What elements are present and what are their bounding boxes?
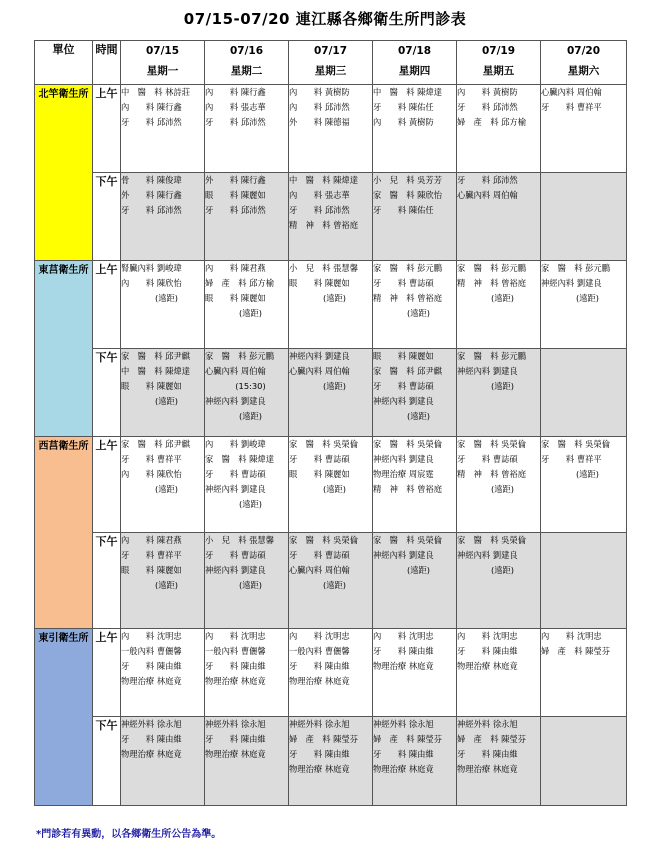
doctor-entry: 牙 料 陳由維	[121, 734, 182, 744]
doctor-entry: 內 料 陳欣怡	[121, 278, 182, 288]
section-pm-row	[35, 349, 627, 437]
doctor-entry: 牙 料 曹誌碩	[205, 550, 266, 560]
schedule-cell	[457, 629, 541, 717]
section-pm-row	[35, 173, 627, 261]
footer-note: *門診若有異動，以各鄉衛生所公告為準。	[36, 829, 222, 840]
doctor-entry: 神經外料 徐永旭	[121, 719, 182, 729]
doctor-entry: 中 醫 料 林詩莊	[121, 87, 191, 97]
schedule-cell	[121, 85, 205, 173]
doctor-entry: 眼 料 陳麗如	[289, 278, 350, 288]
doctor-entry: 家 醫 料 吳榮倫	[457, 439, 527, 449]
doctor-entry: 物理治療 林庭竟	[457, 661, 518, 671]
doctor-entry: 物理治療 林庭竟	[121, 676, 182, 686]
cell-note: (遠距)	[575, 293, 600, 303]
day-date: 07/19	[481, 45, 516, 57]
doctor-entry: 神經外料 徐永旭	[205, 719, 266, 729]
doctor-entry: 家 醫 料 彭元鵬	[457, 263, 527, 273]
doctor-entry: 內 料 邱沛然	[289, 102, 350, 112]
doctor-entry: 一般內料 曹儷馨	[205, 646, 266, 656]
schedule-cell	[457, 349, 541, 437]
doctor-entry: 精 神 料 曾裕庭	[373, 484, 443, 494]
cell-note: (遠距)	[322, 484, 347, 494]
cell-note: (遠距)	[406, 308, 431, 318]
cell-note: (遠距)	[322, 381, 347, 391]
doctor-entry: 家 醫 料 吳榮倫	[289, 535, 359, 545]
schedule-body	[35, 85, 627, 806]
doctor-entry: 家 醫 料 彭元鵬	[205, 351, 275, 361]
doctor-entry: 神經外料 徐永旭	[289, 719, 350, 729]
doctor-entry: 眼 料 陳麗如	[205, 190, 266, 200]
cell-note: (遠距)	[154, 396, 179, 406]
doctor-entry: 牙 料 邱沛然	[121, 117, 182, 127]
doctor-entry: 神經內料 劉建良	[373, 550, 434, 560]
doctor-entry: 神經內料 劉建良	[541, 278, 602, 288]
cell-note: (遠距)	[406, 565, 431, 575]
day-header	[457, 41, 541, 85]
schedule-cell	[373, 717, 457, 806]
doctor-entry: 牙 料 陳由維	[373, 646, 434, 656]
day-weekday: 星期五	[482, 65, 515, 77]
doctor-entry: 內 料 陳欣怡	[121, 469, 182, 479]
doctor-entry: 外 料 陳行鑫	[205, 175, 266, 185]
cell-note: (遠距)	[490, 381, 515, 391]
doctor-entry: 牙 料 陳由維	[205, 661, 266, 671]
cell-note: (遠距)	[406, 411, 431, 421]
doctor-entry: 家 醫 料 彭元鵬	[457, 351, 527, 361]
schedule-cell	[289, 85, 373, 173]
schedule-cell	[121, 261, 205, 349]
doctor-entry: 牙 料 陳由維	[457, 749, 518, 759]
schedule-cell	[541, 85, 627, 173]
doctor-entry: 神經內料 劉建良	[289, 351, 350, 361]
schedule-cell	[541, 173, 627, 261]
doctor-entry: 精 神 料 曾裕庭	[373, 293, 443, 303]
doctor-entry: 內 料 黃樹防	[289, 87, 350, 97]
doctor-entry: 腎臟內料 劉峻瑋	[121, 263, 182, 273]
schedule-cell	[457, 261, 541, 349]
day-date: 07/16	[229, 45, 264, 57]
doctor-entry: 心臟內料 周伯翰	[205, 366, 266, 376]
doctor-entry: 內 料 沈明忠	[289, 631, 350, 641]
doctor-entry: 家 醫 料 陳煒達	[205, 454, 275, 464]
doctor-entry: 心臟內料 周伯翰	[457, 190, 518, 200]
doctor-entry: 內 料 陳君燕	[205, 263, 266, 273]
doctor-entry: 神經內料 劉建良	[373, 396, 434, 406]
doctor-entry: 牙 料 曹祥平	[121, 550, 182, 560]
doctor-entry: 家 醫 料 吳榮倫	[457, 535, 527, 545]
doctor-entry: 中 醫 料 陳煒達	[121, 366, 191, 376]
doctor-entry: 外 料 陳行鑫	[121, 190, 182, 200]
schedule-cell	[121, 437, 205, 533]
schedule-cell	[457, 85, 541, 173]
schedule-cell	[373, 533, 457, 629]
cell-note: (遠距)	[238, 308, 263, 318]
schedule-cell	[121, 717, 205, 806]
schedule-cell	[121, 533, 205, 629]
doctor-entry: 婦 產 料 邱方榆	[457, 117, 527, 127]
doctor-entry: 牙 料 曹祥平	[541, 454, 602, 464]
schedule-cell	[289, 437, 373, 533]
day-header	[373, 41, 457, 85]
cell-note: (遠距)	[238, 499, 263, 509]
doctor-entry: 神經內料 劉建良	[205, 565, 266, 575]
doctor-entry: 家 醫 料 邱尹麒	[121, 351, 191, 361]
doctor-entry: 牙 料 陳由維	[373, 749, 434, 759]
day-weekday: 星期六	[567, 65, 600, 77]
schedule-cell	[541, 261, 627, 349]
section-pm-row	[35, 717, 627, 806]
section-am-row	[35, 629, 627, 717]
schedule-cell	[373, 349, 457, 437]
doctor-entry: 物理治療 林庭竟	[373, 764, 434, 774]
doctor-entry: 牙 料 曹祥平	[541, 102, 602, 112]
schedule-cell	[541, 437, 627, 533]
doctor-entry: 內 料 陳君燕	[121, 535, 182, 545]
cell-note: (遠距)	[238, 411, 263, 421]
doctor-entry: 家 醫 料 彭元鵬	[541, 263, 611, 273]
schedule-cell	[289, 533, 373, 629]
schedule-cell	[205, 629, 289, 717]
clinic-name: 西莒衛生所	[35, 437, 93, 629]
time-slot-label: 上午	[93, 629, 121, 717]
section-am-row	[35, 437, 627, 533]
day-weekday: 星期四	[398, 65, 431, 77]
doctor-entry: 內 料 沈明忠	[373, 631, 434, 641]
schedule-cell	[205, 349, 289, 437]
schedule-cell	[373, 173, 457, 261]
doctor-entry: 外 料 陳德福	[289, 117, 350, 127]
schedule-cell	[289, 717, 373, 806]
cell-note: (遠距)	[238, 580, 263, 590]
doctor-entry: 物理治療 林庭竟	[121, 749, 182, 759]
doctor-entry: 牙 料 陳由維	[289, 661, 350, 671]
doctor-entry: 家 醫 料 吳榮倫	[541, 439, 611, 449]
doctor-entry: 心臟內料 周伯翰	[289, 366, 350, 376]
doctor-entry: 內 料 黃樹防	[373, 117, 434, 127]
schedule-cell	[205, 173, 289, 261]
doctor-entry: 神經內料 劉建良	[373, 454, 434, 464]
doctor-entry: 內 料 張志華	[205, 102, 266, 112]
doctor-entry: 內 料 沈明忠	[121, 631, 182, 641]
doctor-entry: 家 醫 料 彭元鵬	[373, 263, 443, 273]
schedule-cell	[457, 173, 541, 261]
doctor-entry: 婦 產 料 邱方榆	[205, 278, 275, 288]
day-header	[205, 41, 289, 85]
time-slot-label: 下午	[93, 717, 121, 806]
day-header	[289, 41, 373, 85]
schedule-cell	[289, 173, 373, 261]
doctor-entry: 牙 料 曹誌碩	[373, 278, 434, 288]
doctor-entry: 神經內料 劉建良	[205, 396, 266, 406]
doctor-entry: 精 神 料 曾裕庭	[457, 278, 527, 288]
schedule-cell	[373, 261, 457, 349]
doctor-entry: 內 料 黃樹防	[457, 87, 518, 97]
doctor-entry: 中 醫 料 陳煒達	[373, 87, 443, 97]
doctor-entry: 眼 料 陳麗如	[373, 351, 434, 361]
doctor-entry: 小 兒 料 張慧馨	[289, 263, 359, 273]
doctor-entry: 眼 料 陳麗如	[205, 293, 266, 303]
doctor-entry: 牙 料 陳由維	[289, 749, 350, 759]
schedule-cell	[289, 261, 373, 349]
doctor-entry: 牙 料 邱沛然	[289, 205, 350, 215]
schedule-cell	[121, 349, 205, 437]
cell-note: (遠距)	[154, 293, 179, 303]
doctor-entry: 家 醫 料 邱尹麒	[121, 439, 191, 449]
schedule-cell	[373, 437, 457, 533]
doctor-entry: 心臟內料 周伯翰	[541, 87, 602, 97]
doctor-entry: 一般內料 曹儷馨	[289, 646, 350, 656]
schedule-cell	[541, 629, 627, 717]
doctor-entry: 牙 料 陳由維	[121, 661, 182, 671]
doctor-entry: 內 料 陳行鑫	[205, 87, 266, 97]
schedule-cell	[289, 349, 373, 437]
doctor-entry: 神經內料 劉建良	[457, 366, 518, 376]
schedule-cell	[541, 533, 627, 629]
doctor-entry: 物理治療 林庭竟	[289, 676, 350, 686]
doctor-entry: 婦 產 料 陳瑩芬	[373, 734, 443, 744]
doctor-entry: 物理治療 林庭竟	[457, 764, 518, 774]
doctor-entry: 內 料 劉峻瑋	[205, 439, 266, 449]
doctor-entry: 牙 料 邱沛然	[205, 205, 266, 215]
schedule-cell	[457, 533, 541, 629]
day-weekday: 星期二	[230, 65, 263, 77]
time-slot-label: 下午	[93, 533, 121, 629]
doctor-entry: 物理治療 林庭竟	[373, 661, 434, 671]
doctor-entry: 物理治療 林庭竟	[289, 764, 350, 774]
cell-note: (遠距)	[322, 293, 347, 303]
doctor-entry: 神經外料 徐永旭	[373, 719, 434, 729]
doctor-entry: 內 料 陳行鑫	[121, 102, 182, 112]
section-am-row	[35, 85, 627, 173]
doctor-entry: 家 醫 料 邱尹麒	[373, 366, 443, 376]
doctor-entry: 物理治療 林庭竟	[205, 676, 266, 686]
doctor-entry: 精 神 料 曾裕庭	[457, 469, 527, 479]
time-slot-label: 下午	[93, 173, 121, 261]
schedule-cell	[205, 85, 289, 173]
doctor-entry: 眼 料 陳麗如	[121, 381, 182, 391]
doctor-entry: 內 料 沈明忠	[457, 631, 518, 641]
doctor-entry: 牙 料 曹祥平	[121, 454, 182, 464]
doctor-entry: 牙 料 陳由維	[205, 734, 266, 744]
doctor-entry: 牙 料 曹誌碩	[289, 550, 350, 560]
doctor-entry: 物理治療 林庭竟	[205, 749, 266, 759]
clinic-name: 東莒衛生所	[35, 261, 93, 437]
doctor-entry: 精 神 料 曾裕庭	[289, 220, 359, 230]
clinic-name: 北竿衛生所	[35, 85, 93, 261]
doctor-entry: 牙 料 陳佑任	[373, 102, 434, 112]
doctor-entry: 內 料 沈明忠	[541, 631, 602, 641]
page-title: 07/15-07/20 連江縣各鄉衛生所門診表	[183, 10, 467, 28]
doctor-entry: 骨 料 陳俊瑋	[121, 175, 182, 185]
doctor-entry: 牙 料 陳由維	[457, 646, 518, 656]
time-slot-label: 下午	[93, 349, 121, 437]
unit-header: 單位	[35, 41, 93, 85]
day-date: 07/17	[313, 45, 348, 57]
doctor-entry: 婦 產 料 陳瑩芬	[289, 734, 359, 744]
schedule-cell	[541, 717, 627, 806]
cell-note: (遠距)	[490, 565, 515, 575]
doctor-entry: 牙 料 邱沛然	[457, 175, 518, 185]
doctor-entry: 牙 料 邱沛然	[205, 117, 266, 127]
cell-note: (遠距)	[154, 580, 179, 590]
cell-note: (遠距)	[575, 469, 600, 479]
day-date: 07/18	[397, 45, 432, 57]
schedule-cell	[205, 717, 289, 806]
cell-note: (遠距)	[490, 293, 515, 303]
day-header	[121, 41, 205, 85]
day-weekday: 星期一	[146, 65, 179, 77]
day-weekday: 星期三	[314, 65, 347, 77]
schedule-cell	[121, 629, 205, 717]
doctor-entry: 牙 料 曹誌碩	[289, 454, 350, 464]
schedule-cell	[289, 629, 373, 717]
cell-note: (遠距)	[322, 580, 347, 590]
day-date: 07/20	[566, 45, 601, 57]
doctor-entry: 牙 料 邱沛然	[457, 102, 518, 112]
doctor-entry: 家 醫 料 吳榮倫	[289, 439, 359, 449]
doctor-entry: 牙 料 邱沛然	[121, 205, 182, 215]
doctor-entry: 物理治療 周宸霆	[373, 469, 434, 479]
time-slot-label: 上午	[93, 85, 121, 173]
schedule-cell	[205, 261, 289, 349]
cell-note: (15:30)	[235, 381, 266, 391]
doctor-entry: 婦 產 料 陳瑩芬	[541, 646, 611, 656]
schedule-cell	[457, 437, 541, 533]
section-am-row	[35, 261, 627, 349]
schedule-cell	[205, 437, 289, 533]
schedule-cell	[457, 717, 541, 806]
doctor-entry: 小 兒 料 張慧馨	[205, 535, 275, 545]
doctor-entry: 神經外料 徐永旭	[457, 719, 518, 729]
day-header	[541, 41, 627, 85]
clinic-name: 東引衛生所	[35, 629, 93, 806]
doctor-entry: 牙 料 曹誌碩	[457, 454, 518, 464]
doctor-entry: 眼 料 陳麗如	[289, 469, 350, 479]
doctor-entry: 牙 料 曹誌碩	[373, 381, 434, 391]
schedule-cell	[121, 173, 205, 261]
doctor-entry: 中 醫 料 陳煒達	[289, 175, 359, 185]
time-slot-label: 上午	[93, 261, 121, 349]
schedule-cell	[373, 629, 457, 717]
doctor-entry: 牙 料 陳佑任	[373, 205, 434, 215]
day-date: 07/15	[145, 45, 180, 57]
doctor-entry: 婦 產 料 陳瑩芬	[457, 734, 527, 744]
doctor-entry: 小 兒 料 吳芳芳	[373, 175, 443, 185]
schedule-cell	[541, 349, 627, 437]
doctor-entry: 神經內料 劉建良	[457, 550, 518, 560]
header-row	[35, 41, 627, 85]
doctor-entry: 內 料 沈明忠	[205, 631, 266, 641]
doctor-entry: 神經內料 劉建良	[205, 484, 266, 494]
time-header: 時間	[93, 41, 121, 85]
doctor-entry: 牙 料 曹誌碩	[205, 469, 266, 479]
doctor-entry: 心臟內料 周伯翰	[289, 565, 350, 575]
cell-note: (遠距)	[490, 484, 515, 494]
doctor-entry: 家 醫 料 陳欣怡	[373, 190, 443, 200]
doctor-entry: 一般內料 曹儷馨	[121, 646, 182, 656]
doctor-entry: 眼 料 陳麗如	[121, 565, 182, 575]
section-pm-row	[35, 533, 627, 629]
doctor-entry: 家 醫 料 吳榮倫	[373, 535, 443, 545]
clinic-schedule-table	[34, 40, 627, 806]
time-slot-label: 上午	[93, 437, 121, 533]
cell-note: (遠距)	[154, 484, 179, 494]
doctor-entry: 家 醫 料 吳榮倫	[373, 439, 443, 449]
schedule-cell	[205, 533, 289, 629]
schedule-cell	[373, 85, 457, 173]
doctor-entry: 內 料 張志華	[289, 190, 350, 200]
